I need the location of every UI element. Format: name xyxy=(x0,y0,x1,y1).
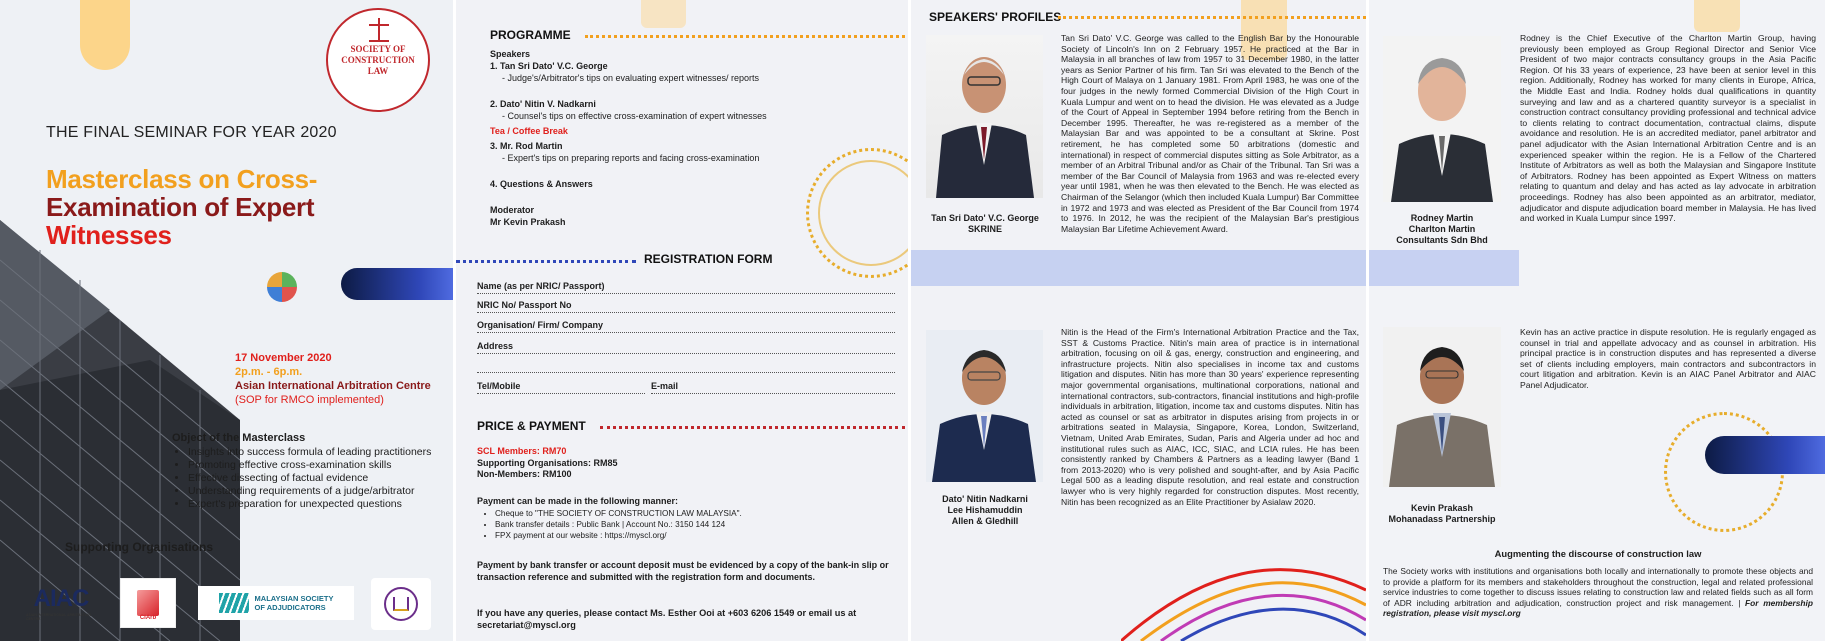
title-line-1: Masterclass on Cross- xyxy=(46,164,318,194)
decor-pill-top xyxy=(80,0,130,70)
augment-body: The Society works with institutions and organisations both locally and internationally to promote these objects and to provide a platform for its members and stakeholders throughout the construction, legal and related professional service industries to come together to discuss issues relating to construction law and related fields such as all form of ADR including arbitration and adjudication, construction project and risk management. | xyxy=(1383,566,1813,608)
event-sop: (SOP for RMCO implemented) xyxy=(235,394,384,406)
programme-list xyxy=(490,48,870,228)
seal-text: SOCIETY OF CONSTRUCTION LAW xyxy=(341,44,415,76)
name-field[interactable]: Name (as per NRIC/ Passport) xyxy=(477,281,895,294)
george-bio: Tan Sri Dato' V.C. George was called to the English Bar by the Honourable Society of Lincoln's Inn on 2 February 1957. He practiced at the Bar in Malaysia in all branches of law from 1957 to 31 December 1980, in the latter years as Senior Partner of his firm. Tan Sri was elevated to the Bench of the High Court of Malaya on 1 January 1981. From April 1983, he was one of the four judges in the newly formed Commercial Division of the High Court in Kuala Lumpur and went on to head the division. He was elevated as a Judge of the Court of Appeal in September 1994 before retiring from the Bench in December 1995. Thereafter, he was re-registered as a member of the Malaysian Bar and was appointed to be a consultant at Skrine. Post retirement, he has completed some 50 arbitrations (domestic and international) in respect of commercial disputes sitting as Sole Arbitrator, as a member of an Arbitral Tribunal and/or as Chair of the Tribunal. Tan Sri was a member of the Bar Council of Malaysia from 1963 and was re-elected every year until 1981, when he was then elevated to the Bench. He was elected as Chairman of the Selangor (which then included Kuala Lumpur) Bar Committee in 1972 and 1973 and was elected as President of the Bar Council from 1974 to 1976. In 2012, he was the recipient of the Malaysian Bar's prestigious Malaysian Bar Lifetime Achievement Award. xyxy=(1061,33,1359,234)
kevin-bio: Kevin has an active practice in dispute resolution. He is regularly engaged as counsel in trial and appellate advocacy and as counsel in arbitration. His principal practice is in construction disputes and has represented a diverse set of clients including employers, main contractors and subcontractors in court litigation and arbitration. Kevin is an AIAC Panel Arbitrator and AIAC Panel Adjudicator. xyxy=(1520,327,1816,390)
decor-ribbon xyxy=(1121,530,1366,641)
event-date: 17 November 2020 xyxy=(235,352,332,364)
msa-logo: MALAYSIAN SOCIETY OF ADJUDICATORS xyxy=(198,586,354,620)
price-non-members: Non-Members: RM100 xyxy=(477,469,572,479)
decor-blue-band xyxy=(911,250,1366,286)
payment-method: • FPX payment at our website : https://myscl.org/ xyxy=(495,530,897,541)
objective-item: • Promoting effective cross-examination skills xyxy=(188,459,431,472)
programme-item-head: 1. Tan Sri Dato' V.C. George xyxy=(490,61,608,71)
event-venue: Asian International Arbitration Centre xyxy=(235,380,431,392)
decor-gold-band xyxy=(641,0,686,28)
kevin-caption: Kevin Prakash Mohanadass Partnership xyxy=(1388,503,1496,524)
payment-note: Payment by bank transfer or account deposit must be evidenced by a copy of the bank-in slip or transaction reference and submitted with the registration form and documents. xyxy=(477,560,889,582)
rodney-photo xyxy=(1383,36,1501,202)
payment-method: • Cheque to "THE SOCIETY OF CONSTRUCTION LAW MALAYSIA". xyxy=(495,508,897,519)
tea-break: Tea / Coffee Break xyxy=(490,126,568,136)
moderator-label: Moderator xyxy=(490,205,535,215)
event-time: 2p.m. - 6p.m. xyxy=(235,366,303,378)
objective-item: • Effective dissecting of factual evidence xyxy=(188,472,431,485)
augment-text xyxy=(1383,566,1813,619)
decor-blue-pill xyxy=(1705,436,1825,474)
price-scl: SCL Members: RM70 xyxy=(477,446,567,456)
george-caption: Tan Sri Dato' V.C. George SKRINE xyxy=(931,213,1039,234)
association-logo xyxy=(371,578,431,630)
nitin-caption: Dato' Nitin Nadkarni Lee Hishamuddin Allen & Gledhill xyxy=(942,494,1028,526)
price-divider xyxy=(600,426,905,429)
objective-item: • Expert's preparation for unexpected questions xyxy=(188,498,431,511)
moderator-name: Mr Kevin Prakash xyxy=(490,217,566,227)
seminar-label: THE FINAL SEMINAR FOR YEAR 2020 xyxy=(46,124,337,141)
payment-method: • Bank transfer details : Public Bank | Account No.: 3150 144 124 xyxy=(495,519,897,530)
supporting-title: Supporting Organisations xyxy=(65,540,214,554)
registration-divider xyxy=(456,260,636,263)
objectives xyxy=(172,432,431,511)
decor-gold-band xyxy=(1694,0,1740,32)
objective-item: • Insights into success formula of leading practitioners xyxy=(188,446,431,459)
tel-field[interactable]: Tel/Mobile xyxy=(477,381,645,394)
programme-item-sub: - Expert's tips on preparing reports and facing cross-examination xyxy=(502,153,760,163)
programme-title: PROGRAMME xyxy=(490,28,571,42)
registration-title: REGISTRATION FORM xyxy=(644,252,773,266)
cover-panel xyxy=(0,0,453,641)
speakers-label: Speakers xyxy=(490,49,531,59)
quad-color-icon xyxy=(267,272,297,302)
speakers-divider xyxy=(1058,16,1366,19)
payment-intro: Payment can be made in the following manner: xyxy=(477,496,679,506)
nitin-photo xyxy=(926,330,1043,482)
payment-methods xyxy=(477,496,897,541)
rodney-caption: Rodney Martin Charlton Martin Consultants Sdn Bhd xyxy=(1396,213,1488,245)
masterclass-title xyxy=(46,165,317,249)
nric-field[interactable]: NRIC No/ Passport No xyxy=(477,300,895,313)
programme-item-head: 2. Dato' Nitin V. Nadkarni xyxy=(490,99,596,109)
programme-divider xyxy=(585,35,905,38)
objective-item: • Understanding requirements of a judge/arbitrator xyxy=(188,485,431,498)
contact-info: If you have any queries, please contact Ms. Esther Ooi at +603 6206 1549 or email us at secretariat@myscl.org xyxy=(477,608,857,630)
programme-item-sub: - Judge's/Arbitrator's tips on evaluating expert witnesses/ reports xyxy=(502,73,760,83)
speakers-title: SPEAKERS' PROFILES xyxy=(929,10,1062,24)
objectives-title: Object of the Masterclass xyxy=(172,432,306,444)
email-field[interactable]: E-mail xyxy=(651,381,895,394)
price-supporting: Supporting Organisations: RM85 xyxy=(477,457,618,468)
price-list xyxy=(477,446,897,481)
programme-item-sub: - Counsel's tips on effective cross-examination of expert witnesses xyxy=(502,111,767,121)
kevin-photo xyxy=(1383,327,1501,487)
title-line-2: Examination of Expert xyxy=(46,192,315,222)
organisation-field[interactable]: Organisation/ Firm/ Company xyxy=(477,320,895,333)
aiac-logo: AIAC ASIAN INTERNATIONAL ARBITRATION CENTRE xyxy=(26,585,91,621)
event-details xyxy=(235,351,431,407)
programme-item-head: 3. Mr. Rod Martin xyxy=(490,141,563,151)
membership-link[interactable]: For membership registration, please visit myscl.org xyxy=(1383,597,1813,618)
decor-blue-pill xyxy=(341,268,453,300)
title-line-3: Witnesses xyxy=(46,220,172,250)
rodney-bio: Rodney is the Chief Executive of the Charlton Martin Group, having previously been employed as Group Regional Director and Senior Vice President of two major contracts consultancy groups in the Asia Pacific Region. Of his 33 years of experience, 23 have been at senior level in this region. Additionally, Rodney has worked for many clients in Europe, Africa, the Middle East and India. Rodney holds dual qualifications in quantity surveying and law and as a chartered quantity surveyor is a specialist in construction contract consultancy providing professional and technical advice to clients relating to contract documentation, contractual claims, dispute avoidance and resolution. He is an accredited mediator, panel arbitrator and panel adjudicator with the Asian International Arbitration Centre and is an experienced speaker within the region. He is a Fellow of the Chartered Institute of Arbitrators as well as both the Malaysian and Singapore Institute of Arbitrators. Rodney has been appointed as Expert Witness on matters relating to quantum and delay and has acted as lay advocate in arbitration proceedings. Rodney has also been appointed as an arbitrator, mediator, adjudicator and dispute adjudication board member in Malaysia. He has lived and worked in Kuala Lumpur since 1997. xyxy=(1520,33,1816,224)
nitin-bio: Nitin is the Head of the Firm's International Arbitration Practice and the Tax, SST & Customs Practice. Nitin's main area of practice is in international arbitration, focusing on oil & gas, energy, construction and engineering, and infrastructure projects. Nitin also specialises in income tax and customs litigation and disputes. Nitin has more than 30 years' experience representing major governmental organisations, multinational corporations, national and international contractors, sub-contractors, financial institutions and high-profile individuals in arbitration, litigation, income tax and customs disputes. Nitin has acted as counsel or sat as arbitrator in disputes arising from projects in or arbitrations seated in Malaysia, Singapore, Korea, London, Switzerland, Vietnam, United Arab Emirates, Sudan, Paris and Algeria under ad hoc and institutional rules such as AIAC, ICC, SIAC, and LCIA rules. He has been consistently ranked by Chambers & Partners as a leading lawyer (Band 1 from 2013-2020) who is very polished and sought-after, and by Asia Pacific Legal 500 as a leading dispute resolution, and real estate and construction lawyer who is very highly regarded for construction disputes. Most recently, Nitin has been recognized as an Elite Practitioner by Asialaw 2020. xyxy=(1061,327,1359,507)
qa-item: 4. Questions & Answers xyxy=(490,179,593,189)
price-title: PRICE & PAYMENT xyxy=(477,419,586,433)
decor-blue-band xyxy=(1369,250,1519,286)
ciarb-logo: CIArb xyxy=(120,578,176,628)
address-field[interactable]: Address xyxy=(477,341,895,354)
scales-icon xyxy=(369,18,389,42)
augment-title: Augmenting the discourse of construction law xyxy=(1494,548,1702,559)
george-photo xyxy=(926,35,1043,198)
address-line-2[interactable] xyxy=(477,360,895,373)
scl-seal-logo xyxy=(326,8,430,112)
